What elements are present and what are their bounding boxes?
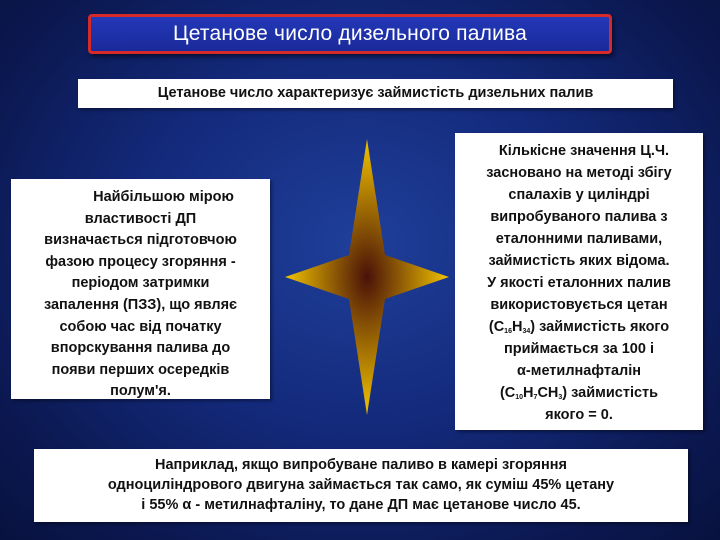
right-line: α-метилнафталін <box>516 363 642 379</box>
example-line: і 55% α - метилнафталіну, то дане ДП має цетанове число 45. <box>141 497 581 513</box>
right-line: еталонними паливами, <box>495 231 663 247</box>
slide-title: Цетанове число дизельного палива <box>172 22 528 45</box>
left-line: Найбільшою мірою <box>93 189 234 205</box>
formula-sub: 34 <box>522 328 531 335</box>
formula-part: ) займистість <box>562 385 659 401</box>
example-box <box>34 449 688 522</box>
formula-sub: 3 <box>558 394 563 401</box>
right-line: засновано на методі збігу <box>486 165 672 181</box>
left-line: впорскування палива до <box>50 340 231 357</box>
formula-sub: 16 <box>504 328 512 335</box>
left-line: полум'я. <box>110 383 171 400</box>
four-point-star-icon <box>285 139 449 415</box>
right-line: випробуваного палива з <box>490 209 668 225</box>
left-line: запалення (ПЗЗ), що являє <box>43 296 238 313</box>
formula-sub: 7 <box>533 394 538 401</box>
left-line: періодом затримки <box>71 275 210 292</box>
left-line: фазою процесу згоряння - <box>45 253 236 270</box>
formula-part: Н <box>511 319 523 335</box>
right-line: У якості еталонних палив <box>487 275 671 291</box>
right-line: займистість яких відома. <box>488 253 670 269</box>
ignition-delay-box <box>11 179 270 399</box>
subtitle-box <box>78 79 673 108</box>
formula-part: ) займистість якого <box>530 319 670 335</box>
methylnaphthalene-formula-line <box>459 382 699 404</box>
example-line: Наприклад, якщо випробуване паливо в камері згоряння <box>155 457 567 473</box>
formula-part: (С <box>488 319 505 335</box>
formula-part: (С <box>499 385 516 401</box>
right-line: використовується цетан <box>490 297 668 313</box>
right-line: якого = 0. <box>545 407 613 423</box>
cetane-method-box <box>455 133 703 430</box>
cetane-formula-line <box>459 316 699 338</box>
right-line: Кількісне значення Ц.Ч. <box>498 143 670 159</box>
formula-sub: 10 <box>515 394 524 401</box>
left-line: собою час від початку <box>59 318 222 335</box>
formula-part: Н <box>523 385 534 401</box>
subtitle-text: Цетанове число характеризує займистість дизельних палив <box>157 85 594 101</box>
left-line: визначається підготовчою <box>44 232 237 249</box>
right-line: спалахів у циліндрі <box>508 187 650 203</box>
left-line: властивості ДП <box>84 210 197 227</box>
left-line: появи перших осередків <box>51 361 230 378</box>
formula-part: СН <box>537 385 559 401</box>
right-line: приймається за 100 і <box>504 341 654 357</box>
example-line: одноциліндрового двигуна займається так само, як суміш 45% цетану <box>107 477 615 493</box>
title-banner <box>88 14 612 54</box>
